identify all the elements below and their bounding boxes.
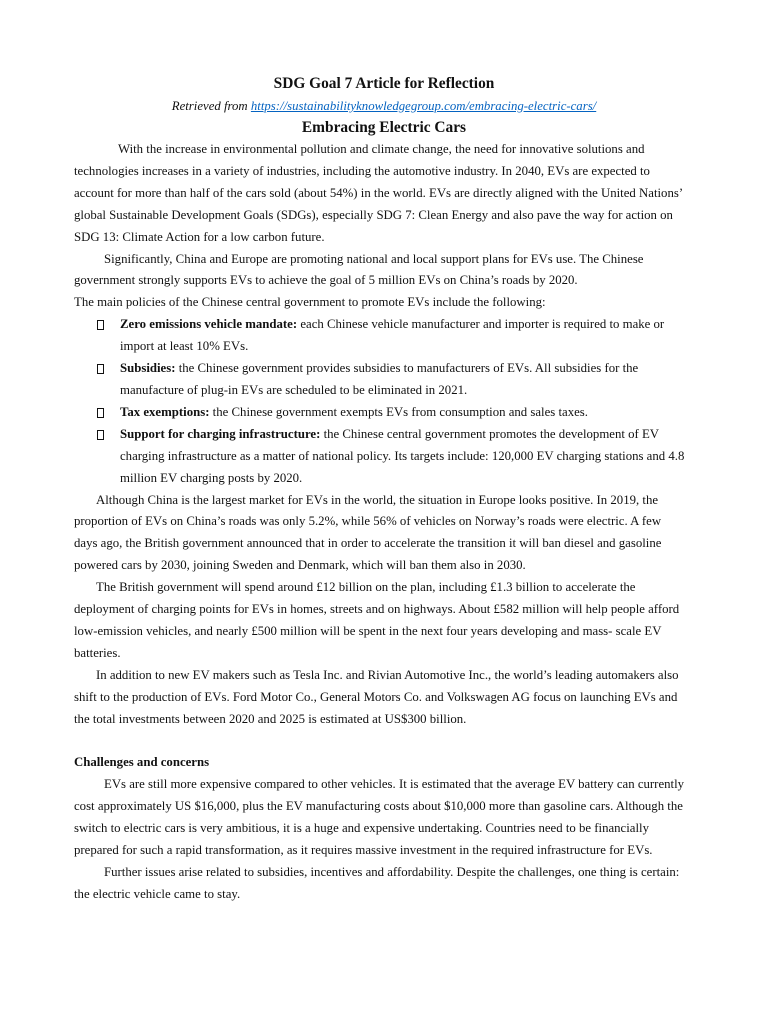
body-paragraph-automakers (74, 665, 754, 731)
paragraph-line: EVs are still more expensive compared to other vehicles. It is estimated that the average EV battery can currently (104, 777, 685, 792)
policy-item-subsidies (74, 358, 754, 402)
policy-text: each Chinese vehicle manufacturer and importer is required to make or (300, 317, 665, 332)
intro-paragraph-2 (74, 249, 754, 293)
paragraph-line: Significantly, China and Europe are promoting national and local support plans for EVs use. The Chinese (104, 251, 644, 266)
paragraph-line: shift to the production of EVs. Ford Motor Co., General Motors Co. and Volkswagen AG focus on launching EVs and (74, 689, 678, 704)
paragraph-line: Further issues arise related to subsidies, incentives and affordability. Despite the challenges, one thing is certain: (104, 864, 680, 879)
policy-item-zero-emissions (74, 314, 754, 358)
policy-line: charging infrastructure as a matter of national policy. Its targets include: 120,000 EV charging stations and 4.8 (120, 448, 685, 463)
body-paragraph-europe (74, 490, 754, 578)
policy-text: the Chinese government provides subsidies to manufacturers of EVs. All subsidies for the (178, 361, 639, 376)
policy-item-tax-exemptions (74, 402, 754, 424)
paragraph-line: proportion of EVs on China’s roads was only 5.2%, while 56% of vehicles on Norway’s roads were electric. A few (74, 514, 662, 529)
paragraph-line: deployment of charging points for EVs in homes, streets and on highways. About £582 million will help people afford (74, 602, 680, 617)
paragraph-line: batteries. (74, 645, 121, 660)
policy-line (74, 424, 754, 446)
source-link[interactable]: https://sustainabilityknowledgegroup.com/embracing-electric-cars/ (250, 99, 597, 113)
paragraph-line: the electric vehicle came to stay. (74, 886, 241, 901)
body-paragraph-british-plan (74, 577, 754, 665)
policy-line: million EV charging posts by 2020. (120, 470, 303, 485)
paragraph-line: account for more than half of the cars sold (about 54%) in the world. EVs are directly aligned with the United Nations’ (74, 185, 684, 200)
policy-text: the Chinese central government promotes the development of EV (323, 426, 660, 441)
policy-term: Support for charging infrastructure: (120, 426, 321, 441)
policy-line (74, 402, 754, 424)
article-body (74, 139, 754, 906)
paragraph-line: switch to electric cars is very ambitious, it is a huge and expensive undertaking. Countries need to be financially (74, 821, 649, 836)
policy-list (74, 314, 754, 489)
retrieved-label: Retrieved from (171, 99, 248, 113)
challenges-paragraph-2 (74, 862, 754, 906)
paragraph-line: prepared for such a rapid transformation, as it requires massive investment in the required infrastructure for EVs. (74, 843, 653, 857)
policy-term: Zero emissions vehicle mandate: (120, 317, 298, 332)
paragraph-line: days ago, the British government announced that in order to accelerate the transition it will ban diesel and gasoline (74, 536, 662, 551)
paragraph-line: The British government will spend around £12 billion on the plan, including £1.3 billion to accelerate the (96, 580, 636, 595)
policy-item-charging-infrastructure (74, 424, 754, 490)
policy-line: import at least 10% EVs. (120, 339, 249, 354)
bullet-box-icon (97, 430, 104, 440)
paragraph-line: powered cars by 2030, joining Sweden and Denmark, which will ban them also in 2030. (74, 558, 526, 573)
bullet-box-icon (97, 408, 104, 418)
policy-line (74, 358, 754, 380)
paragraph-line: Although China is the largest market for EVs in the world, the situation in Europe looks positive. In 2019, the (96, 492, 659, 507)
intro-paragraph-1 (74, 139, 754, 249)
policy-text: the Chinese government exempts EVs from consumption and sales taxes. (212, 404, 588, 419)
document-header (0, 73, 768, 139)
policy-term: Subsidies: (120, 361, 176, 376)
source-line (0, 95, 768, 117)
paragraph-line: the total investments between 2020 and 2025 is estimated at US$300 billion. (74, 711, 467, 726)
paragraph-line: global Sustainable Development Goals (SDGs), especially SDG 7: Clean Energy and also pave the way for action on (74, 207, 673, 222)
paragraph-line: technologies increases in a variety of industries, including the automotive industry. In 2040, EVs are expected to (74, 163, 650, 178)
policy-line: manufacture of plug-in EVs are scheduled to be eliminated in 2021. (120, 382, 468, 397)
paragraph-line: In addition to new EV makers such as Tesla Inc. and Rivian Automotive Inc., the world’s leading automakers also (96, 667, 679, 682)
policy-line (74, 314, 754, 336)
section-heading-challenges: Challenges and concerns (74, 755, 210, 770)
policies-lead: The main policies of the Chinese central government to promote EVs include the following: (74, 295, 546, 310)
document-title: SDG Goal 7 Article for Reflection (273, 75, 495, 92)
paragraph-line: cost approximately US $16,000, plus the EV manufacturing costs about $10,000 more than gasoline cars. Although the (74, 799, 683, 814)
policy-term: Tax exemptions: (120, 404, 210, 419)
paragraph-line: government strongly supports EVs to achieve the goal of 5 million EVs on China’s roads by 2020. (74, 273, 578, 288)
paragraph-line: SDG 13: Climate Action for a low carbon future. (74, 229, 325, 244)
paragraph-line: With the increase in environmental pollution and climate change, the need for innovative solutions and (118, 142, 645, 156)
challenges-paragraph-1 (74, 774, 754, 862)
article-title: Embracing Electric Cars (301, 119, 467, 136)
bullet-box-icon (97, 364, 104, 374)
paragraph-line: low-emission vehicles, and nearly £500 million will be spent in the next four years developing and mass- scale EV (74, 623, 662, 638)
bullet-box-icon (97, 320, 104, 330)
